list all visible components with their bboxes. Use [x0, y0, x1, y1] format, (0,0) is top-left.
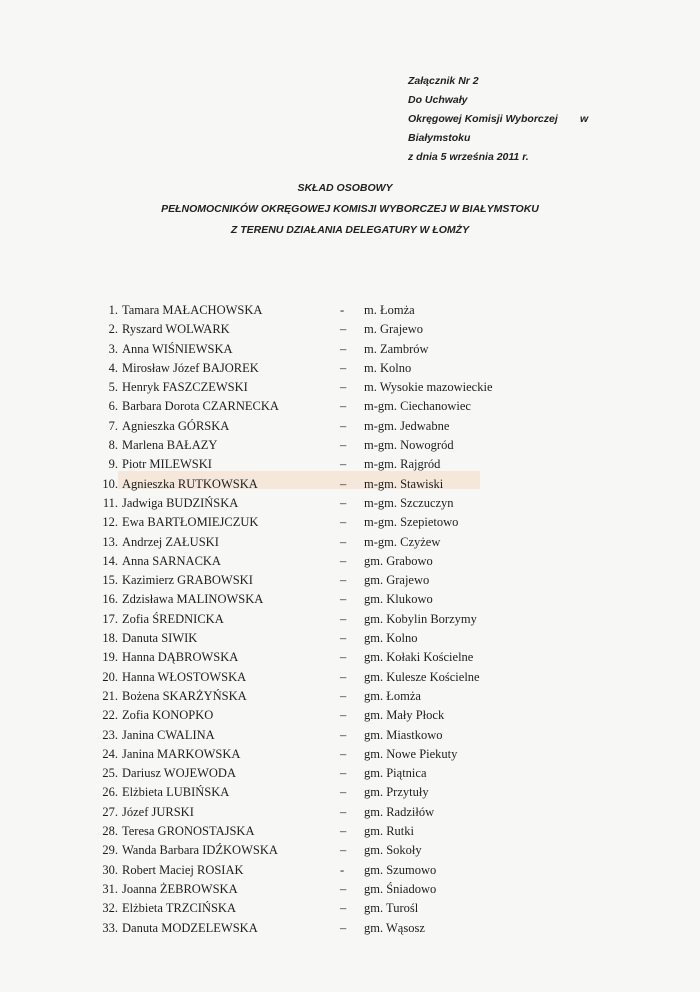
separator-dash: – — [340, 688, 347, 703]
member-municipality: m. Łomża — [364, 303, 415, 317]
member-municipality: gm. Grajewo — [364, 573, 430, 588]
member-municipality: gm. Nowe Piekuty — [364, 746, 458, 761]
member-number: 24. — [102, 746, 118, 761]
member-number: 3. — [108, 341, 118, 356]
separator-dash: – — [340, 573, 347, 588]
member-municipality: gm. Kolno — [364, 631, 418, 646]
attachment-number: Załącznik Nr 2 — [408, 75, 479, 87]
member-number: 9. — [108, 457, 118, 472]
member-number: 13. — [102, 534, 118, 549]
separator-dash: – — [340, 746, 347, 761]
member-name: Józef JURSKI — [122, 804, 194, 819]
member-municipality: m-gm. Szepietowo — [364, 515, 459, 530]
document-date: z dnia 5 września 2011 r. — [408, 151, 529, 163]
city-name: Białymstoku — [408, 132, 471, 144]
member-name: Danuta MODZELEWSKA — [122, 920, 258, 935]
member-number: 30. — [102, 862, 118, 877]
member-name: Robert Maciej ROSIAK — [122, 862, 244, 877]
list-item — [0, 822, 700, 841]
member-name: Bożena SKARŻYŃSKA — [122, 688, 247, 703]
list-item — [0, 745, 700, 764]
member-name: Hanna WŁOSTOWSKA — [122, 669, 247, 684]
separator-dash: – — [340, 418, 347, 433]
list-item — [0, 706, 700, 725]
list-item — [0, 378, 700, 397]
title-line-1: SKŁAD OSOBOWY — [297, 182, 393, 194]
member-municipality: gm. Śniadowo — [364, 881, 437, 896]
separator-dash: – — [340, 341, 347, 356]
member-municipality: gm. Turośl — [364, 901, 419, 916]
list-item — [0, 571, 700, 590]
member-municipality: gm. Przytuły — [364, 785, 429, 800]
member-name: Hanna DĄBROWSKA — [122, 650, 239, 665]
list-item — [0, 610, 700, 629]
member-number: 17. — [102, 611, 118, 626]
member-name: Elżbieta TRZCIŃSKA — [122, 901, 236, 916]
member-number: 7. — [108, 418, 118, 433]
member-number: 4. — [108, 360, 118, 375]
member-number: 18. — [102, 631, 118, 646]
separator-dash: – — [340, 631, 347, 646]
member-number: 8. — [108, 438, 118, 453]
member-municipality: gm. Szumowo — [364, 862, 437, 877]
separator-dash: – — [340, 553, 347, 568]
member-name: Zofia KONOPKO — [122, 708, 214, 723]
member-number: 32. — [102, 901, 118, 916]
member-number: 29. — [102, 843, 118, 858]
separator-dash: – — [340, 592, 347, 607]
member-municipality: gm. Piątnica — [364, 766, 427, 781]
separator-dash: – — [340, 727, 347, 742]
member-name: Teresa GRONOSTAJSKA — [122, 824, 255, 839]
member-municipality: gm. Sokoły — [364, 843, 422, 858]
member-municipality: gm. Radziłów — [364, 804, 435, 819]
title-line-3: Z TERENU DZIAŁANIA DELEGATURY W ŁOMŻY — [230, 224, 470, 236]
member-name: Zofia ŚREDNICKA — [122, 611, 224, 626]
member-municipality: m-gm. Jedwabne — [364, 418, 450, 433]
member-name: Wanda Barbara IDŹKOWSKA — [122, 843, 278, 858]
member-name: Zdzisława MALINOWSKA — [122, 592, 264, 607]
list-item — [0, 533, 700, 552]
member-municipality: m-gm. Rajgród — [364, 457, 441, 472]
list-item — [0, 919, 700, 938]
member-number: 12. — [102, 515, 118, 530]
member-name: Agnieszka RUTKOWSKA — [122, 476, 258, 491]
separator-dash: – — [340, 708, 347, 723]
list-item — [0, 880, 700, 899]
separator-dash: – — [340, 399, 347, 414]
member-municipality: m-gm. Ciechanowiec — [364, 399, 471, 414]
member-name: Joanna ŻEBROWSKA — [122, 881, 238, 896]
list-item — [0, 590, 700, 609]
member-name: Piotr MILEWSKI — [122, 457, 212, 472]
member-number: 25. — [102, 766, 118, 781]
member-municipality: gm. Rutki — [364, 824, 415, 839]
list-item — [0, 340, 700, 359]
list-item — [0, 861, 700, 880]
member-name: Elżbieta LUBIŃSKA — [122, 785, 230, 800]
list-item — [0, 726, 700, 745]
member-municipality: gm. Wąsosz — [364, 920, 425, 935]
member-municipality: m-gm. Czyżew — [364, 534, 441, 549]
list-item — [0, 359, 700, 378]
member-number: 2. — [108, 322, 118, 337]
member-name: Agnieszka GÓRSKA — [122, 418, 230, 433]
list-item — [0, 764, 700, 783]
title-line-2: PEŁNOMOCNIKÓW OKRĘGOWEJ KOMISJI WYBORCZEJ W BIAŁYMSTOKU — [161, 203, 539, 215]
member-name: Kazimierz GRABOWSKI — [122, 573, 253, 588]
list-item — [0, 301, 700, 320]
member-municipality: m-gm. Stawiski — [364, 476, 444, 491]
separator-dash: – — [340, 766, 347, 781]
member-municipality: gm. Miastkowo — [364, 727, 443, 742]
member-municipality: gm. Klukowo — [364, 592, 433, 607]
list-item — [0, 320, 700, 339]
separator-dash: – — [340, 360, 347, 375]
member-number: 27. — [102, 804, 118, 819]
member-name: Anna WIŚNIEWSKA — [122, 341, 233, 356]
resolution-ref: Do Uchwały — [408, 94, 468, 106]
member-municipality: gm. Mały Płock — [364, 708, 445, 723]
member-number: 1. — [108, 303, 118, 317]
list-item — [0, 687, 700, 706]
member-number: 16. — [102, 592, 118, 607]
separator-dash: – — [340, 438, 347, 453]
member-number: 6. — [108, 399, 118, 414]
member-name: Janina CWALINA — [122, 727, 215, 742]
separator-dash: – — [340, 785, 347, 800]
separator-dash: – — [340, 650, 347, 665]
separator-dash: – — [340, 380, 347, 395]
list-item — [0, 648, 700, 667]
separator-dash: – — [340, 901, 347, 916]
list-item — [0, 803, 700, 822]
list-item — [0, 475, 700, 494]
attachment-note — [408, 72, 589, 167]
separator-dash: – — [340, 843, 347, 858]
member-number: 22. — [102, 708, 118, 723]
member-number: 28. — [102, 824, 118, 839]
member-number: 20. — [102, 669, 118, 684]
separator-dash: – — [340, 611, 347, 626]
separator-dash: – — [340, 920, 347, 935]
list-item — [0, 783, 700, 802]
member-municipality: gm. Łomża — [364, 688, 421, 703]
separator-dash: – — [340, 534, 347, 549]
commission-name: Okręgowej Komisji Wyborczej — [408, 113, 558, 125]
member-municipality: m-gm. Szczuczyn — [364, 495, 454, 510]
member-municipality: m-gm. Nowogród — [364, 438, 454, 453]
member-municipality: m. Grajewo — [364, 322, 424, 337]
list-item — [0, 899, 700, 918]
member-number: 5. — [108, 380, 118, 395]
member-name: Andrzej ZAŁUSKI — [122, 534, 219, 549]
list-item — [0, 455, 700, 474]
member-municipality: m. Kolno — [364, 360, 412, 375]
list-item — [0, 397, 700, 416]
member-municipality: gm. Grabowo — [364, 553, 433, 568]
member-name: Janina MARKOWSKA — [122, 746, 241, 761]
member-number: 31. — [102, 881, 118, 896]
member-name: Ewa BARTŁOMIEJCZUK — [122, 515, 259, 530]
member-number: 11. — [102, 495, 118, 510]
separator-dash: – — [340, 515, 347, 530]
member-number: 26. — [102, 785, 118, 800]
separator-dash: – — [340, 457, 347, 472]
separator-dash: – — [340, 476, 347, 491]
list-item — [0, 494, 700, 513]
member-number: 21. — [102, 688, 118, 703]
member-number: 19. — [102, 650, 118, 665]
member-name: Ryszard WOLWARK — [122, 322, 230, 337]
separator-dash: – — [340, 322, 347, 337]
separator-dash: – — [340, 804, 347, 819]
member-name: Henryk FASZCZEWSKI — [122, 380, 248, 395]
separator-dash: - — [340, 862, 345, 877]
member-municipality: gm. Kobylin Borzymy — [364, 611, 477, 626]
list-item — [0, 417, 700, 436]
member-number: 23. — [102, 727, 118, 742]
member-number: 15. — [102, 573, 118, 588]
separator-dash: – — [340, 824, 347, 839]
member-name: Mirosław Józef BAJOREK — [122, 360, 259, 375]
members-list — [0, 301, 700, 938]
member-number: 10. — [102, 476, 118, 491]
list-item — [0, 552, 700, 571]
member-name: Anna SARNACKA — [122, 553, 221, 568]
list-item — [0, 513, 700, 532]
member-municipality: gm. Kulesze Kościelne — [364, 669, 480, 684]
document-title — [0, 178, 700, 241]
separator-dash: – — [340, 881, 347, 896]
member-name: Tamara MAŁACHOWSKA — [122, 303, 263, 317]
separator-dash: – — [340, 669, 347, 684]
separator-dash: – — [340, 495, 347, 510]
list-item — [0, 841, 700, 860]
member-municipality: m. Zambrów — [364, 341, 429, 356]
member-municipality: gm. Kołaki Kościelne — [364, 650, 474, 665]
member-name: Marlena BAŁAZY — [122, 438, 218, 453]
member-name: Danuta SIWIK — [122, 631, 198, 646]
member-name: Dariusz WOJEWODA — [122, 766, 236, 781]
member-number: 33. — [102, 920, 118, 935]
member-municipality: m. Wysokie mazowieckie — [364, 380, 493, 395]
member-name: Barbara Dorota CZARNECKA — [122, 399, 279, 414]
member-name: Jadwiga BUDZIŃSKA — [122, 495, 239, 510]
separator-dash: - — [340, 303, 345, 317]
preposition-w: w — [580, 113, 589, 125]
list-item — [0, 668, 700, 687]
list-item — [0, 629, 700, 648]
member-number: 14. — [102, 553, 118, 568]
list-item — [0, 436, 700, 455]
